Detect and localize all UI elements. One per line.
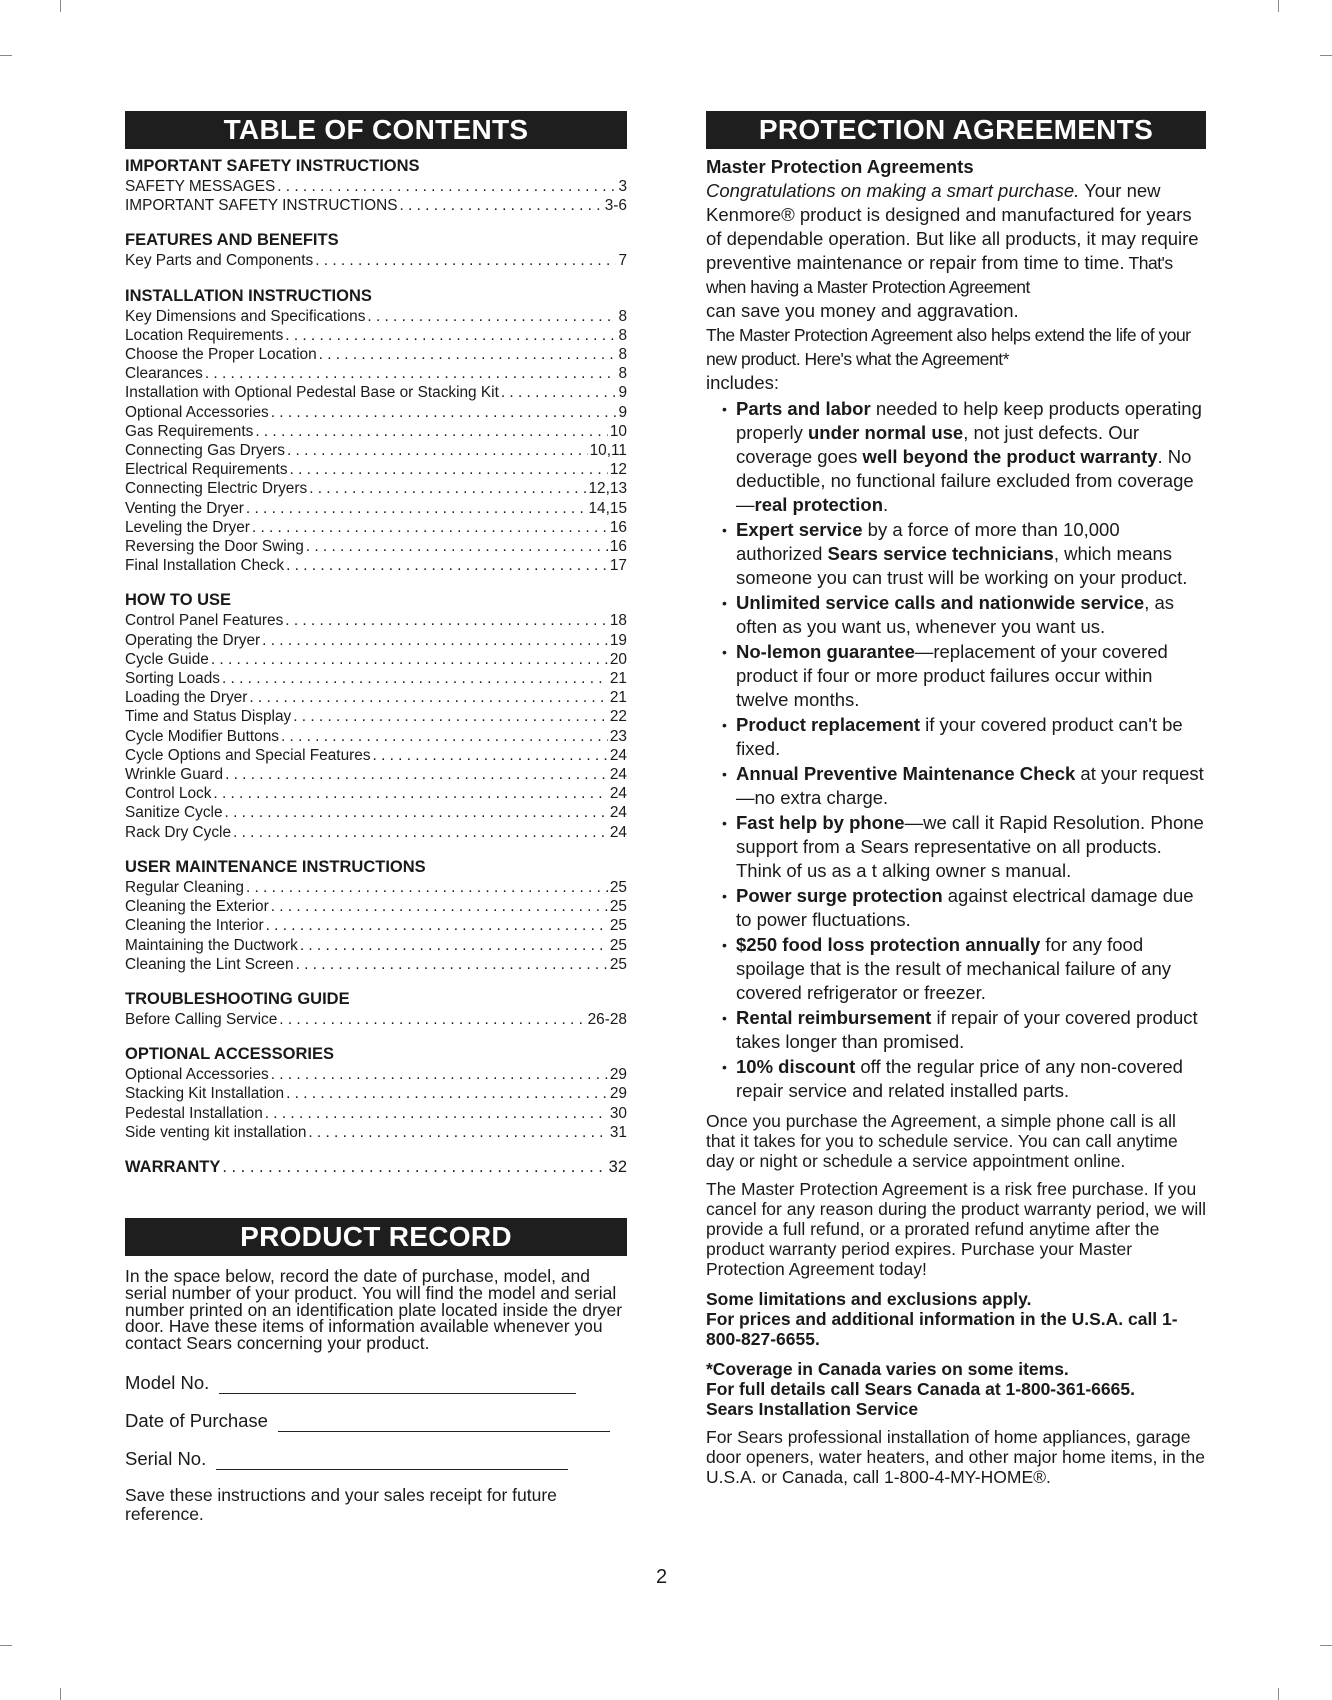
model-number-field[interactable] bbox=[125, 1368, 627, 1394]
benefit-item bbox=[722, 1006, 1206, 1054]
toc-entry-page: 23 bbox=[609, 727, 627, 745]
toc-entry-page: 24 bbox=[609, 804, 627, 822]
toc-entry-page: 8 bbox=[618, 346, 627, 364]
para2-cond: The Master Protection Agreement also helps extend the life of your new product. Here's what the Agreement* bbox=[706, 325, 1191, 369]
benefit-item bbox=[722, 811, 1206, 883]
intro-end: can save you money and aggravation. bbox=[706, 300, 1019, 321]
toc-entry[interactable] bbox=[125, 537, 627, 556]
benefit-bold: $250 food loss protection annually bbox=[736, 934, 1041, 955]
toc-entry-page: 25 bbox=[609, 898, 627, 916]
intro-cond: That's when having a Master Protection Agreement bbox=[706, 253, 1173, 297]
toc-entry-text: IMPORTANT SAFETY INSTRUCTIONS bbox=[125, 197, 398, 215]
benefit-item bbox=[722, 397, 1206, 517]
toc-entry[interactable] bbox=[125, 631, 627, 650]
canada-line-1: *Coverage in Canada varies on some items. bbox=[706, 1359, 1069, 1379]
toc-entry[interactable] bbox=[125, 707, 627, 726]
para-risk: The Master Protection Agreement is a risk free purchase. If you cancel for any reason during the product warranty period, we will provide a full refund, or a prorated refund anytime after the product warranty period expires. Purchase your Master Protection Agreement today! bbox=[706, 1179, 1206, 1279]
toc-entry-text: Maintaining the Ductwork bbox=[125, 936, 298, 954]
toc-leader bbox=[501, 383, 617, 402]
toc-entry-text: Optional Accessories bbox=[125, 1066, 269, 1084]
toc-entry-text: Clearances bbox=[125, 365, 203, 383]
benefit-bold: Annual Preventive Maintenance Check bbox=[736, 763, 1076, 784]
toc-entry-page: 12,13 bbox=[588, 480, 627, 498]
toc-entry-page: 7 bbox=[618, 252, 627, 270]
toc-entry[interactable] bbox=[125, 499, 627, 518]
toc-entry-text: Gas Requirements bbox=[125, 422, 254, 440]
toc-entry[interactable] bbox=[125, 611, 627, 630]
toc-entry-text: Key Parts and Components bbox=[125, 252, 314, 270]
benefit-text: needed to help keep products operating properly bbox=[736, 398, 1202, 443]
limits-line-2: For prices and additional information in the U.S.A. call 1-800-827-6655. bbox=[706, 1309, 1178, 1349]
crop-mark bbox=[0, 1645, 12, 1646]
limits-line-1: Some limitations and exclusions apply. bbox=[706, 1289, 1032, 1309]
toc-entry[interactable] bbox=[125, 1104, 627, 1123]
benefit-item bbox=[722, 933, 1206, 1005]
toc-leader bbox=[252, 518, 608, 537]
serial-number-line[interactable] bbox=[216, 1451, 568, 1470]
date-of-purchase-line[interactable] bbox=[278, 1413, 610, 1432]
toc-entry[interactable] bbox=[125, 422, 627, 441]
toc-leader bbox=[315, 251, 616, 270]
benefit-item bbox=[722, 518, 1206, 590]
section-gap bbox=[125, 1029, 627, 1043]
crop-mark bbox=[0, 55, 12, 56]
toc-entry-page: 8 bbox=[618, 365, 627, 383]
toc-entry[interactable] bbox=[125, 823, 627, 842]
toc-entry[interactable] bbox=[125, 441, 627, 460]
toc-entry-page: 29 bbox=[609, 1066, 627, 1084]
toc-entry-text: Stacking Kit Installation bbox=[125, 1085, 285, 1103]
crop-mark bbox=[60, 0, 61, 12]
serial-number-field[interactable] bbox=[125, 1444, 627, 1470]
toc-entry[interactable] bbox=[125, 916, 627, 935]
toc-entry-page: 12 bbox=[609, 461, 627, 479]
toc-entry[interactable] bbox=[125, 1084, 627, 1103]
toc-entry[interactable] bbox=[125, 1065, 627, 1084]
toc-leader bbox=[255, 422, 608, 441]
benefit-bold: 10% discount bbox=[736, 1056, 856, 1077]
benefit-text: —we call it Rapid Resolution. Phone support from a Sears representative on all products. Think of us as a t alking owner s manual. bbox=[736, 812, 1204, 881]
left-column bbox=[125, 111, 627, 1524]
toc-leader bbox=[306, 537, 608, 556]
product-record-banner: PRODUCT RECORD bbox=[125, 1218, 627, 1256]
toc-entry[interactable] bbox=[125, 746, 627, 765]
toc-leader bbox=[286, 556, 608, 575]
toc-entry-text: Electrical Requirements bbox=[125, 461, 288, 479]
toc-entry-page: 25 bbox=[609, 955, 627, 973]
benefit-text: for any food spoilage that is the result of mechanical failure of any covered refrigerator or freezer. bbox=[736, 934, 1171, 1003]
toc-leader bbox=[222, 1156, 606, 1178]
toc-entry[interactable] bbox=[125, 878, 627, 897]
benefit-bold: real protection bbox=[754, 494, 883, 515]
toc-entry-text: Cycle Modifier Buttons bbox=[125, 727, 279, 745]
serial-number-label: Serial No. bbox=[125, 1447, 207, 1469]
toc-leader bbox=[285, 326, 616, 345]
benefit-bold: Expert service bbox=[736, 519, 863, 540]
toc-entry-page: 25 bbox=[609, 917, 627, 935]
toc-entry-page: 24 bbox=[609, 746, 627, 764]
toc-entry-page: 21 bbox=[609, 689, 627, 707]
section-gap bbox=[125, 974, 627, 988]
toc-section-heading: INSTALLATION INSTRUCTIONS bbox=[125, 286, 372, 305]
toc-leader bbox=[205, 364, 617, 383]
toc-entry-text: Reversing the Door Swing bbox=[125, 538, 304, 556]
toc-leader bbox=[246, 878, 608, 897]
canada-line-2: For full details call Sears Canada at 1-800-361-6665. bbox=[706, 1379, 1135, 1399]
toc-entry-page: 29 bbox=[609, 1085, 627, 1103]
toc-leader bbox=[233, 823, 608, 842]
toc-entry-page: 24 bbox=[609, 785, 627, 803]
benefit-bold: Rental reimbursement bbox=[736, 1007, 932, 1028]
toc-entry-text: Cycle Guide bbox=[125, 650, 209, 668]
toc-entry[interactable] bbox=[125, 936, 627, 955]
toc-leader bbox=[246, 499, 587, 518]
toc-leader bbox=[279, 1010, 585, 1029]
benefit-text: at your request—no extra charge. bbox=[736, 763, 1204, 808]
benefit-item bbox=[722, 762, 1206, 810]
benefit-text: . No deductible, no functional failure excluded from coverage— bbox=[736, 446, 1194, 515]
toc-entry-text: Pedestal Installation bbox=[125, 1104, 263, 1122]
toc-entry-text: Connecting Gas Dryers bbox=[125, 442, 285, 460]
toc-entry-page: 21 bbox=[609, 670, 627, 688]
toc-entry-text: Time and Status Display bbox=[125, 708, 292, 726]
toc-leader bbox=[281, 727, 608, 746]
toc-leader bbox=[249, 688, 608, 707]
section-gap bbox=[125, 842, 627, 856]
toc-entry[interactable] bbox=[125, 784, 627, 803]
toc-entry-page: 22 bbox=[609, 708, 627, 726]
benefit-item bbox=[722, 640, 1206, 712]
benefit-text: if repair of your covered product takes longer than promised. bbox=[736, 1007, 1198, 1052]
toc-entry-page: 3 bbox=[618, 178, 627, 195]
toc-entry[interactable] bbox=[125, 364, 627, 383]
toc-entry-text: Final Installation Check bbox=[125, 557, 285, 575]
crop-mark bbox=[1320, 1645, 1332, 1646]
product-record-intro: In the space below, record the date of purchase, model, and serial number of your product. You will find the model and serial number printed on an identification plate located inside the dryer door. Have these items of information available whenever you contact Sears concerning your product. bbox=[125, 1265, 623, 1354]
toc-entry-text: Wrinkle Guard bbox=[125, 766, 224, 784]
toc-entry-page: 30 bbox=[609, 1104, 627, 1122]
install-title: Sears Installation Service bbox=[706, 1399, 919, 1419]
toc-leader bbox=[319, 345, 617, 364]
toc-leader bbox=[300, 936, 608, 955]
toc-entry-page: 26-28 bbox=[587, 1010, 627, 1028]
benefit-bold: Power surge protection bbox=[736, 885, 943, 906]
benefit-bold: under normal use bbox=[807, 422, 964, 443]
toc-leader bbox=[293, 707, 608, 726]
toc-leader bbox=[287, 441, 588, 460]
toc-entry-page: 9 bbox=[618, 403, 627, 421]
toc-entry-text: Operating the Dryer bbox=[125, 631, 261, 649]
toc-entry-text: Control Panel Features bbox=[125, 612, 284, 630]
toc-leader bbox=[309, 479, 586, 498]
toc-leader bbox=[277, 177, 616, 196]
model-number-line[interactable] bbox=[219, 1375, 576, 1394]
toc-entry-text: Before Calling Service bbox=[125, 1010, 278, 1028]
toc-entry-page: 20 bbox=[609, 650, 627, 668]
section-gap bbox=[125, 271, 627, 285]
toc-leader bbox=[266, 916, 608, 935]
benefit-item bbox=[722, 1055, 1206, 1103]
toc-entry-page: 16 bbox=[609, 518, 627, 536]
toc-entry-page: 18 bbox=[609, 612, 627, 630]
toc-entry[interactable] bbox=[125, 345, 627, 364]
toc-entry[interactable] bbox=[125, 307, 627, 326]
toc-leader bbox=[296, 955, 608, 974]
toc-entry[interactable] bbox=[125, 479, 627, 498]
protection-intro bbox=[706, 179, 1206, 323]
toc-entry-text: Key Dimensions and Specifications bbox=[125, 307, 366, 325]
toc-entry[interactable] bbox=[125, 403, 627, 422]
toc-list bbox=[125, 155, 627, 1142]
toc-leader bbox=[400, 196, 603, 215]
benefit-text: . bbox=[883, 494, 889, 515]
right-column bbox=[706, 111, 1206, 1487]
toc-entry[interactable] bbox=[125, 688, 627, 707]
toc-entry[interactable] bbox=[125, 727, 627, 746]
toc-entry[interactable] bbox=[125, 518, 627, 537]
toc-section-heading: FEATURES AND BENEFITS bbox=[125, 231, 339, 250]
toc-leader bbox=[285, 611, 608, 630]
canada bbox=[706, 1359, 1206, 1419]
section-gap bbox=[125, 215, 627, 229]
intro-rest: Your new Kenmore® product is designed and manufactured for years of dependable operation. But like all products, it may require preventive maintenance or repair from time to time. bbox=[706, 180, 1199, 273]
toc-leader bbox=[367, 307, 616, 326]
toc-entry-page: 24 bbox=[609, 823, 627, 841]
benefit-item bbox=[722, 591, 1206, 639]
toc-entry[interactable] bbox=[125, 897, 627, 916]
toc-leader bbox=[265, 1104, 608, 1123]
toc-entry-text: Venting the Dryer bbox=[125, 499, 244, 517]
benefit-bold: Sears service technicians bbox=[827, 543, 1054, 564]
toc-entry-text: Control Lock bbox=[125, 785, 212, 803]
toc-entry[interactable] bbox=[125, 1010, 627, 1029]
toc-entry[interactable] bbox=[125, 803, 627, 822]
toc-entry-page: 17 bbox=[609, 557, 627, 575]
section-gap bbox=[125, 575, 627, 589]
toc-entry-page: 8 bbox=[618, 307, 627, 325]
toc-entry-text: Choose the Proper Location bbox=[125, 346, 317, 364]
toc-entry[interactable] bbox=[125, 196, 627, 215]
benefit-bold: Parts and labor bbox=[736, 398, 871, 419]
toc-entry[interactable] bbox=[125, 1123, 627, 1142]
toc-entry-text: Cycle Options and Special Features bbox=[125, 746, 371, 764]
toc-leader bbox=[211, 650, 608, 669]
toc-entry[interactable] bbox=[125, 177, 627, 196]
benefit-text: —replacement of your covered product if four or more product failures occur within twelve months. bbox=[736, 641, 1168, 710]
protection-banner: PROTECTION AGREEMENTS bbox=[706, 111, 1206, 149]
toc-section-heading: TROUBLESHOOTING GUIDE bbox=[125, 989, 350, 1008]
toc-entry[interactable] bbox=[125, 955, 627, 974]
toc-leader bbox=[213, 784, 607, 803]
crop-mark bbox=[60, 1688, 61, 1700]
benefit-text: if your covered product can't be fixed. bbox=[736, 714, 1183, 759]
para2-end: includes: bbox=[706, 372, 780, 393]
toc-entry-page: 24 bbox=[609, 766, 627, 784]
toc-entry-page: 16 bbox=[609, 538, 627, 556]
toc-entry-text: Cleaning the Interior bbox=[125, 917, 264, 935]
toc-section-heading: USER MAINTENANCE INSTRUCTIONS bbox=[125, 857, 426, 876]
toc-entry-warranty[interactable] bbox=[125, 1156, 627, 1178]
date-of-purchase-field[interactable] bbox=[125, 1406, 627, 1432]
toc-entry-page: 32 bbox=[608, 1157, 627, 1176]
toc-entry-text: Loading the Dryer bbox=[125, 689, 248, 707]
toc-entry-page: 31 bbox=[609, 1123, 627, 1141]
toc-entry-page: 25 bbox=[609, 936, 627, 954]
toc-entry-page: 3-6 bbox=[604, 197, 627, 215]
toc-entry-text: Cleaning the Exterior bbox=[125, 898, 269, 916]
benefit-text: off the regular price of any non-covered repair service and related installed parts. bbox=[736, 1056, 1183, 1101]
benefit-text: against electrical damage due to power fluctuations. bbox=[736, 885, 1194, 930]
benefit-text: , not just defects. Our coverage goes bbox=[736, 422, 1140, 467]
toc-leader bbox=[271, 1065, 608, 1084]
toc-entry[interactable] bbox=[125, 556, 627, 575]
toc-entry-text: Leveling the Dryer bbox=[125, 518, 250, 536]
toc-entry-page: 25 bbox=[609, 878, 627, 896]
toc-leader bbox=[271, 897, 608, 916]
toc-leader bbox=[286, 1084, 608, 1103]
toc-leader bbox=[373, 746, 608, 765]
toc-entry[interactable] bbox=[125, 650, 627, 669]
benefit-bold: Product replacement bbox=[736, 714, 921, 735]
toc-entry[interactable] bbox=[125, 460, 627, 479]
crop-mark bbox=[1278, 1688, 1279, 1700]
toc-leader bbox=[225, 803, 608, 822]
toc-section-heading: IMPORTANT SAFETY INSTRUCTIONS bbox=[125, 157, 420, 175]
toc-entry-page: 19 bbox=[609, 631, 627, 649]
toc-entry-text: Sanitize Cycle bbox=[125, 804, 223, 822]
toc-entry-page: 14,15 bbox=[588, 499, 627, 517]
toc-leader bbox=[225, 765, 608, 784]
install-text: For Sears professional installation of home appliances, garage door openers, water heaters, and other major home items, in the U.S.A. or Canada, call 1-800-4-MY-HOME®. bbox=[706, 1427, 1206, 1487]
page-number: 2 bbox=[656, 1566, 668, 1588]
toc-leader bbox=[262, 631, 608, 650]
toc-leader bbox=[290, 460, 608, 479]
toc-entry-page: 9 bbox=[618, 384, 627, 402]
benefit-text: by a force of more than 10,000 authorized bbox=[736, 519, 1120, 564]
model-number-label: Model No. bbox=[125, 1371, 210, 1393]
crop-mark bbox=[1278, 0, 1279, 12]
save-note: Save these instructions and your sales receipt for future reference. bbox=[125, 1484, 557, 1524]
toc-entry-text: Sorting Loads bbox=[125, 670, 220, 688]
benefit-bold: well beyond the product warranty bbox=[862, 446, 1158, 467]
toc-entry-text: Side venting kit installation bbox=[125, 1123, 307, 1141]
intro-italic: Congratulations on making a smart purchase. bbox=[706, 180, 1080, 201]
benefit-bold: No-lemon guarantee bbox=[736, 641, 915, 662]
protection-para2 bbox=[706, 323, 1206, 395]
toc-entry[interactable] bbox=[125, 765, 627, 784]
limits bbox=[706, 1289, 1206, 1349]
crop-mark bbox=[1320, 55, 1332, 56]
toc-entry[interactable] bbox=[125, 383, 627, 402]
toc-entry-text: SAFETY MESSAGES bbox=[125, 178, 276, 195]
toc-section-heading: HOW TO USE bbox=[125, 591, 232, 610]
toc-entry[interactable] bbox=[125, 251, 627, 270]
protection-benefits-list bbox=[706, 397, 1206, 1103]
toc-leader bbox=[308, 1123, 608, 1142]
toc-entry-page: 10 bbox=[609, 422, 627, 440]
toc-entry-text: Location Requirements bbox=[125, 326, 284, 344]
toc-leader bbox=[222, 669, 608, 688]
toc-entry-text: Optional Accessories bbox=[125, 403, 269, 421]
protection-subtitle: Master Protection Agreements bbox=[706, 156, 974, 177]
toc-entry[interactable] bbox=[125, 669, 627, 688]
benefit-item bbox=[722, 884, 1206, 932]
toc-entry-page: 8 bbox=[618, 326, 627, 344]
toc-entry-text: WARRANTY bbox=[125, 1157, 221, 1176]
toc-entry-text: Installation with Optional Pedestal Base or Stacking Kit bbox=[125, 384, 499, 402]
toc-entry-text: Connecting Electric Dryers bbox=[125, 480, 308, 498]
toc-entry-text: Regular Cleaning bbox=[125, 878, 244, 896]
benefit-text: , as often as you want us, whenever you want us. bbox=[736, 592, 1175, 637]
toc-entry[interactable] bbox=[125, 326, 627, 345]
para-once: Once you purchase the Agreement, a simple phone call is all that it takes for you to schedule service. You can call anytime day or night or schedule a service appointment online. bbox=[706, 1111, 1178, 1171]
benefit-bold: Fast help by phone bbox=[736, 812, 905, 833]
toc-entry-text: Cleaning the Lint Screen bbox=[125, 955, 294, 973]
toc-entry-text: Rack Dry Cycle bbox=[125, 823, 232, 841]
benefit-text: , which means someone you can trust will be working on your product. bbox=[736, 543, 1188, 588]
toc-entry-page: 10,11 bbox=[589, 442, 627, 460]
date-of-purchase-label: Date of Purchase bbox=[125, 1409, 268, 1431]
toc-banner: TABLE OF CONTENTS bbox=[125, 111, 627, 149]
toc-leader bbox=[271, 403, 617, 422]
benefit-bold: Unlimited service calls and nationwide service bbox=[736, 592, 1145, 613]
benefit-item bbox=[722, 713, 1206, 761]
toc-section-heading: OPTIONAL ACCESSORIES bbox=[125, 1045, 335, 1064]
